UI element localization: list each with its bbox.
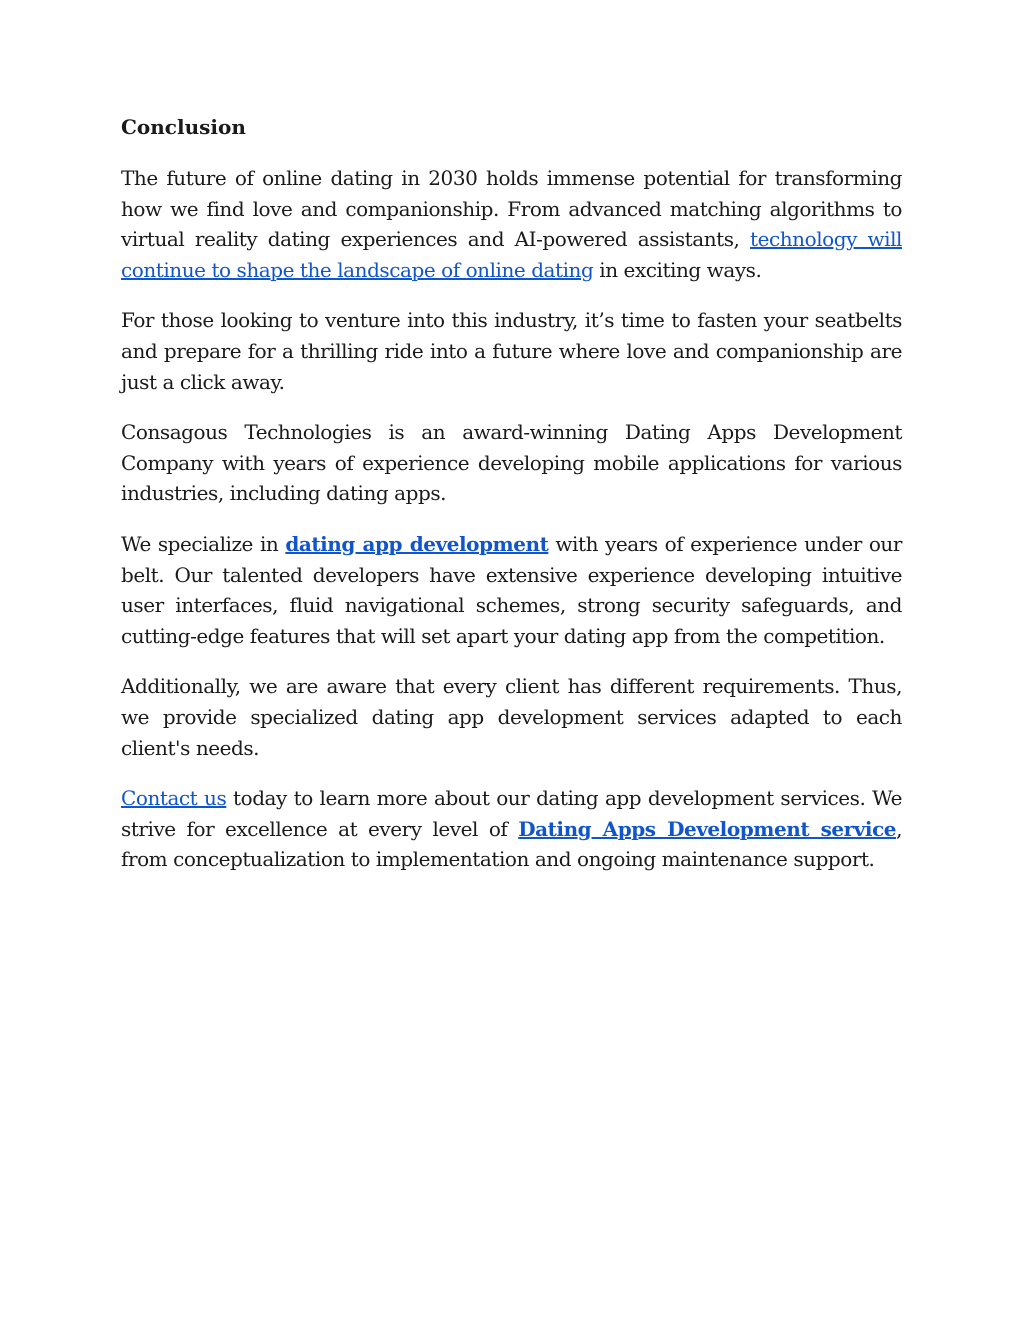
paragraph-text: in exciting ways. — [593, 257, 762, 282]
paragraph-company-intro — [121, 417, 902, 509]
paragraph-future-of-dating — [121, 163, 902, 285]
paragraph-client-requirements — [121, 671, 902, 763]
link-technology-landscape[interactable]: technology will continue to shape the landscape of online dating — [121, 227, 903, 282]
paragraph-venture-industry — [121, 305, 902, 397]
paragraph-specialization — [121, 529, 902, 651]
link-contact-us[interactable]: Contact us — [121, 786, 227, 811]
paragraph-text: We specialize in — [121, 531, 286, 556]
paragraph-text: Additionally, we are aware that every client has different requirements. Thus, we provide specialized dating app development services adapted to each client's needs. — [121, 674, 902, 760]
section-heading: Conclusion — [121, 115, 246, 139]
link-dating-apps-development-service[interactable]: Dating Apps Development service — [518, 816, 897, 841]
paragraph-text: , from conceptualization to implementation and ongoing maintenance support. — [121, 816, 902, 872]
paragraph-contact — [121, 783, 902, 875]
paragraph-text: For those looking to venture into this industry, it’s time to fasten your seatbelts and prepare for a thrilling ride into a future where love and companionship are just a click away. — [121, 308, 902, 394]
paragraph-text: Consagous Technologies is an award-winning Dating Apps Development Company with years of experience developing mobile applications for various industries, including dating apps. — [121, 420, 902, 506]
paragraph-text: today to learn more about our dating app development services. We strive for excellence at every level of — [121, 786, 902, 841]
paragraph-text: with years of experience under our belt. Our talented developers have extensive experience developing intuitive user interfaces, fluid navigational schemes, strong security safeguards, and cutting-edge features that will set apart your dating app from the competition. — [121, 531, 902, 648]
paragraph-text: The future of online dating in 2030 holds immense potential for transforming how we find love and companionship. From advanced matching algorithms to virtual reality dating experiences and AI-powered assistants, — [121, 166, 902, 252]
link-dating-app-development[interactable]: dating app development — [285, 531, 549, 556]
document-page — [121, 112, 902, 895]
